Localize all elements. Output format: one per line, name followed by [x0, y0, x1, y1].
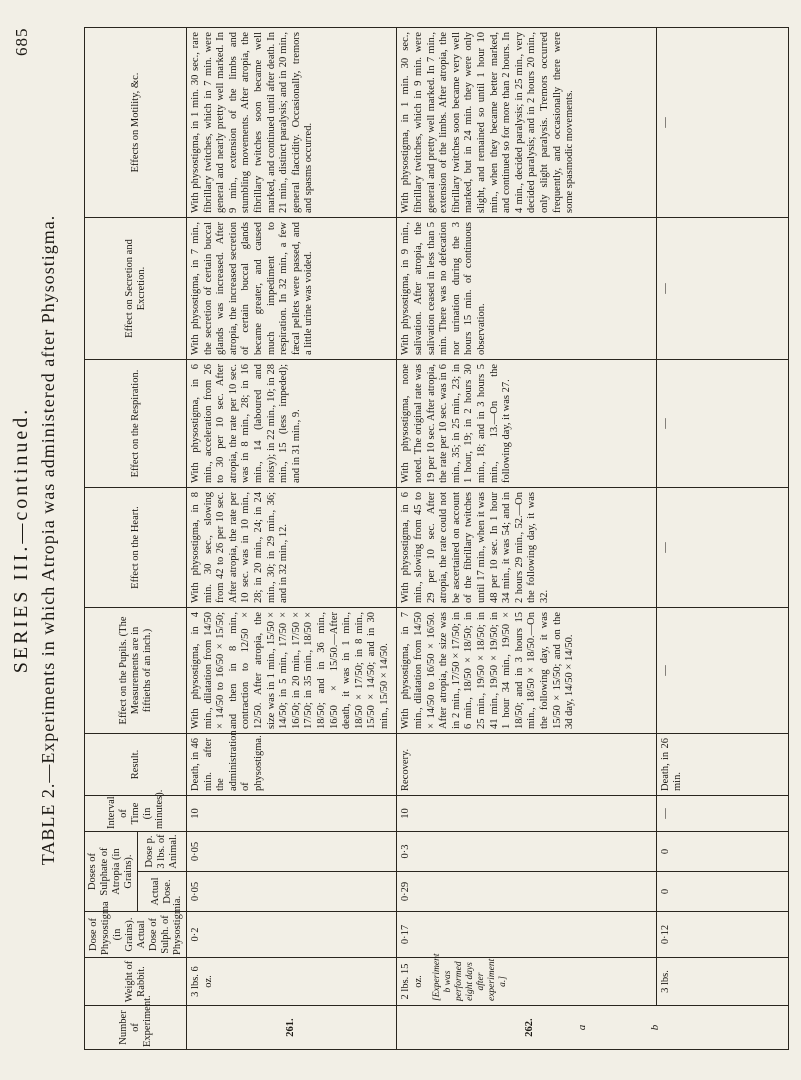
col-interval: Interval of Time (in minutes).	[85, 796, 187, 832]
pupils-effect: With physostigma, in 7 min., dilatation from 14/50 × 14/50 to 16/50 × 16/50. After atropia, the size was in 2 min., 17/50 × 17/50; in 6 min., 18/50 × 18/50; in 25 min., 19/50 × 18/50; in 41 min., 19/50 × 19/50; in 1 hour 34 min., 19/50 × 18/50; and in 3 hours 15 min., 18/50 × 18/50.—On the following day, it was 15/50 × 15/50; and on the 3d day, 14/50 × 14/50.	[397, 608, 656, 734]
table-row	[397, 28, 656, 1050]
rabbit-weight-value: 2 lbs. 15 oz.	[400, 963, 425, 1000]
rabbit-weight: 3 lbs. 6 oz.	[187, 958, 397, 1006]
weight-note: [Experiment b was performed eight days after experiment a.]	[431, 953, 508, 1001]
motility-effect: With physostigma, in 1 min. 30 sec., rare fibrillary twitches, which in 7 min. were general and nearly pretty well marked. In 9 min., extension of the limbs and stumbling movements. After atropia, the fibrillary twitches soon became well marked, and continued until after death. In 21 min., distinct paralysis; and in 20 min., general flaccidity. Occasionally, tremors and spasms occurred.	[187, 28, 397, 218]
physostigma-dose: 0·17	[397, 912, 656, 958]
pupils-effect: With physostigma, in 4 min., dilatation from 14/50 × 14/50 to 16/50 × 15/50; and then in 8 min., contraction to 12/50 × 12/50. After atropia, the size was in 1 min., 15/50 × 14/50; in 5 min., 17/50 × 16/50; in 20 min., 17/50 × 17/50; in 35 min., 18/50 × 18/50; and in 36 min., 16/50 × 15/50.—After death, it was in 1 min., 18/50 × 17/50; in 8 min., 15/50 × 14/50; and in 30 min., 15/50 × 14/50.	[187, 608, 397, 734]
header-row	[85, 28, 138, 1050]
physostigma-dose: 0·2	[187, 912, 397, 958]
col-atropia-group: Doses of Sulphate of Atropia (in Grains).	[85, 832, 138, 912]
heart-effect: With physostigma, in 6 min., slowing from 45 to 29 per 10 sec. After atropia, the rate could not be ascertained on account of the fibrillary twitches until 17 min., when it was 48 per 10 sec. In 1 hour 34 min., it was 54; and in 2 hours 29 min., 52.—On the following day, it was 32.	[397, 488, 656, 608]
secretion-effect: With physostigma, in 7 min., the secretion of certain buccal glands was increased. After atropia, the increased secretion of certain buccal glands became greater, and caused much impediment to respiration. In 32 min., a few fæcal pellets were passed, and a little urine was voided.	[187, 218, 397, 360]
atropia-actual-dose: 0·05	[187, 872, 397, 912]
rabbit-weight	[397, 953, 656, 1006]
result: Recovery.	[397, 734, 656, 796]
page-number: 685	[12, 27, 31, 56]
secretion-effect: With physostigma, in 9 min., salivation. After atropia, the salivation ceased in less than 5 min. There was no defecation nor urination during the 3 hours 15 min. of continuous observation.	[397, 218, 656, 360]
atropia-dose-per-3lbs: 0	[656, 832, 788, 872]
col-number: Number of Experiment.	[85, 1006, 187, 1050]
col-result: Result.	[85, 734, 187, 796]
col-physo-dose: Dose of Physostigma (in Grains). Actual Dose of Sulph. of Physostigmia.	[85, 912, 187, 958]
sub-experiment-a: a	[576, 1024, 589, 1031]
col-atropia-per3: Dose p. 3 lbs. of Animal.	[138, 832, 187, 872]
interval: 10	[397, 796, 656, 832]
motility-effect: —	[656, 28, 788, 218]
col-secretion: Effect on Secretion and Excretion.	[85, 218, 187, 360]
atropia-actual-dose: 0·29	[397, 872, 656, 912]
col-atropia-actual: Actual Dose.	[138, 872, 187, 912]
atropia-dose-per-3lbs: 0·3	[397, 832, 656, 872]
col-weight: Weight of Rabbit.	[85, 958, 187, 1006]
table-row	[656, 28, 788, 1050]
atropia-dose-per-3lbs: 0·05	[187, 832, 397, 872]
interval: 10	[187, 796, 397, 832]
heart-effect: With physostigma, in 8 min. 30 sec., slowing from 42 to 26 per 10 sec. After atropia, the rate per 10 sec. was in 10 min., 28; in 20 min., 24; in 24 min., 30; in 29 min., 36; and in 32 min., 12.	[187, 488, 397, 608]
series-title: SERIES III.—continued.	[10, 406, 32, 674]
pupils-effect: —	[656, 608, 788, 734]
heart-effect: —	[656, 488, 788, 608]
respiration-effect: With physostigma, none noted. The original rate was 19 per 10 sec. After atropia, the rate per 10 sec. was in 6 min., 35; in 25 min., 23; in 1 hour, 19; in 2 hours 30 min., 18; and in 3 hours 5 min., 13.—On the following day, it was 27.	[397, 360, 656, 488]
table-title: TABLE 2.—Experiments in which Atropia was administered after Physostigma.	[38, 214, 58, 866]
col-pupils: Effect on the Pupils. (The Measurements are in fiftieths of an inch.)	[85, 608, 187, 734]
secretion-effect: —	[656, 218, 788, 360]
result: Death, in 46 min. after the administration of physostigma.	[187, 734, 397, 796]
physostigma-dose: 0·12	[656, 912, 788, 958]
experiment-number	[397, 1006, 789, 1050]
sub-experiment-b: b	[649, 1024, 661, 1031]
experiment-number-label: 262.	[523, 1018, 535, 1037]
motility-effect: With physostigma, in 1 min. 30 sec., fibrillary twitches, which in 9 min. were general and pretty well marked. In 7 min., extension of the limbs. After atropia, the fibrillary twitches soon became very well marked, but in 24 min. they were only slight, and remained so until 1 hour 10 min., when they became better marked, and continued so for more than 2 hours. In 4 min., decided paralysis; in 25 min., very decided paralysis; and in 2 hours 20 min., only slight paralysis. Tremors occurred frequently, and occasionally there were some spasmodic movements.	[397, 28, 656, 218]
col-respiration: Effect on the Respiration.	[85, 360, 187, 488]
atropia-actual-dose: 0	[656, 872, 788, 912]
experiment-number: 261.	[187, 1006, 397, 1050]
result: Death, in 26 min.	[656, 734, 788, 796]
respiration-effect: With physostigma, in 6 min., acceleration from 26 to 30 per 10 sec. After atropia, the rate per 10 sec. was in 8 min., 28; in 16 min., 14 (laboured and noisy); in 22 min., 10; in 28 min., 15 (less impeded); and in 31 min., 9.	[187, 360, 397, 488]
interval: —	[656, 796, 788, 832]
col-motility: Effects on Motility, &c.	[85, 28, 187, 218]
respiration-effect: —	[656, 360, 788, 488]
col-heart: Effect on the Heart.	[85, 488, 187, 608]
table-row	[187, 28, 397, 1050]
experiments-table	[84, 27, 789, 1050]
rabbit-weight: 3 lbs.	[656, 958, 788, 1006]
